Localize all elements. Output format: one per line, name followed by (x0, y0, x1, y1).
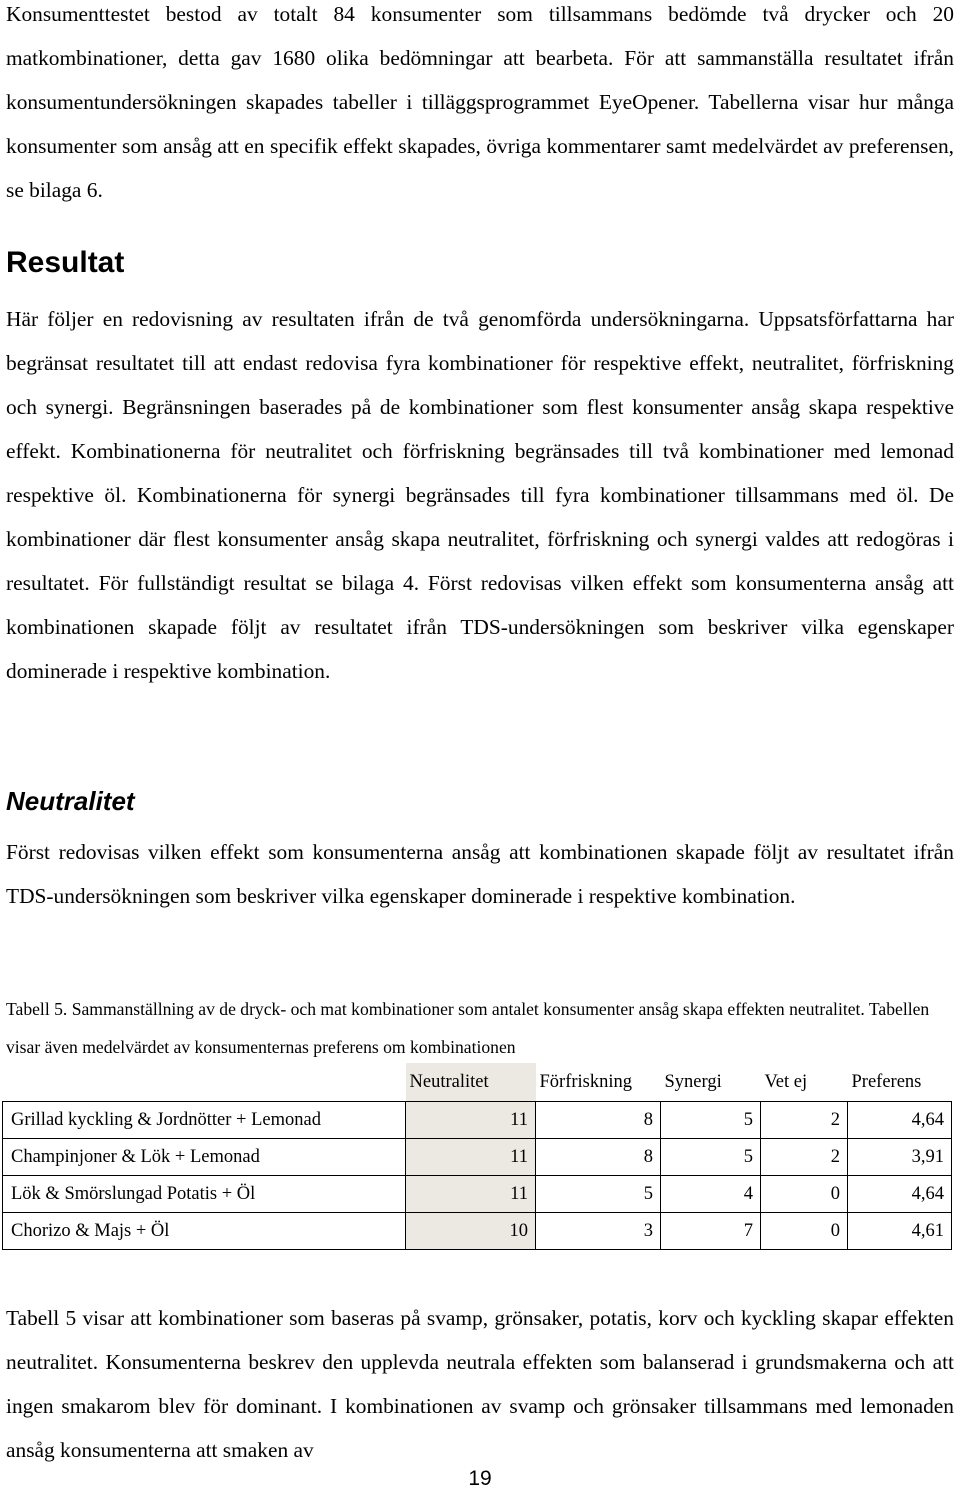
neutralitet-heading: Neutralitet (6, 786, 135, 816)
cell-preferens: 3,91 (848, 1139, 952, 1176)
row-name: Lök & Smörslungad Potatis + Öl (3, 1176, 406, 1213)
cell-neutralitet: 11 (406, 1139, 536, 1176)
cell-synergi: 5 (661, 1102, 761, 1139)
results-table (2, 1063, 952, 1250)
col-header-preferens: Preferens (851, 1071, 922, 1092)
table-caption: Tabell 5. Sammanställning av de dryck- och mat kombinationer som antalet konsumenter ansåg skapa effekten neutralitet. Tabellen visar även medelvärdet av konsumenternas preferens om kombinationen (6, 999, 930, 1057)
cell-forfriskning: 8 (536, 1102, 661, 1139)
neutralitet-paragraph: Först redovisas vilken effekt som konsumenterna ansåg att kombinationen skapade följt av resultatet ifrån TDS-undersökningen som beskriver vilka egenskaper dominerade i respektive kombination. (6, 840, 954, 908)
row-name: Grillad kyckling & Jordnötter + Lemonad (3, 1102, 406, 1139)
table-row (3, 1139, 952, 1176)
col-header-forfriskning: Förfriskning (539, 1071, 632, 1092)
conclusion-paragraph: Tabell 5 visar att kombinationer som baseras på svamp, grönsaker, potatis, korv och kyckling skapar effekten neutralitet. Konsumenterna beskrev den upplevda neutrala effekten som balanserad i grundsmakerna och att ingen smakarom blev för dominant. I kombinationen av svamp och grönsaker tillsammans med lemonaden ansåg konsumenterna att smaken av (6, 1306, 954, 1462)
cell-neutralitet: 11 (406, 1102, 536, 1139)
cell-preferens: 4,61 (848, 1213, 952, 1250)
cell-preferens: 4,64 (848, 1102, 952, 1139)
cell-preferens: 4,64 (848, 1176, 952, 1213)
row-name: Chorizo & Majs + Öl (3, 1213, 406, 1250)
col-header-vet-ej: Vet ej (764, 1071, 808, 1092)
intro-paragraph: Konsumenttestet bestod av totalt 84 konsumenter som tillsammans bedömde två drycker och 20 matkombinationer, detta gav 1680 olika bedömningar att bearbeta. För att sammanställa resultatet ifrån konsumentundersökningen skapades tabeller i tilläggsprogrammet EyeOpener. Tabellerna visar hur många konsumenter som ansåg att en specifik effekt skapades, övriga kommentarer samt medelvärdet av preferensen, se bilaga 6. (6, 2, 954, 202)
row-name: Champinjoner & Lök + Lemonad (3, 1139, 406, 1176)
cell-vet-ej: 2 (761, 1102, 848, 1139)
cell-vet-ej: 0 (761, 1176, 848, 1213)
table-row (3, 1213, 952, 1250)
cell-vet-ej: 2 (761, 1139, 848, 1176)
cell-neutralitet: 11 (406, 1176, 536, 1213)
cell-synergi: 5 (661, 1139, 761, 1176)
resultat-heading: Resultat (6, 246, 125, 279)
cell-forfriskning: 8 (536, 1139, 661, 1176)
page-number: 19 (468, 1467, 492, 1490)
cell-forfriskning: 3 (536, 1213, 661, 1250)
col-header-synergi: Synergi (664, 1071, 722, 1092)
table-header-row (3, 1063, 952, 1102)
cell-synergi: 4 (661, 1176, 761, 1213)
resultat-paragraph: Här följer en redovisning av resultaten ifrån de två genomförda undersökningarna. Uppsatsförfattarna har begränsat resultatet till att endast redovisa fyra kombinationer för respektive effekt, neutralitet, förfriskning och synergi. Begränsningen baserades på de kombinationer som flest konsumenter ansåg skapa respektive effekt. Kombinationerna för neutralitet och förfriskning begränsades till två kombinationer med lemonad respektive öl. Kombinationerna för synergi begränsades till fyra kombinationer tillsammans med öl. De kombinationer där flest konsumenter ansåg skapa neutralitet, förfriskning och synergi valdes att redogöras i resultatet. För fullständigt resultat se bilaga 4. Först redovisas vilken effekt som konsumenterna ansåg att kombinationen skapade följt av resultatet ifrån TDS-undersökningen som beskriver vilka egenskaper dominerade i respektive kombination. (6, 307, 954, 683)
cell-vet-ej: 0 (761, 1213, 848, 1250)
cell-synergi: 7 (661, 1213, 761, 1250)
cell-neutralitet: 10 (406, 1213, 536, 1250)
cell-forfriskning: 5 (536, 1176, 661, 1213)
table-header-blank (3, 1063, 406, 1102)
table-row (3, 1102, 952, 1139)
table-row (3, 1176, 952, 1213)
col-header-neutralitet: Neutralitet (406, 1063, 536, 1102)
